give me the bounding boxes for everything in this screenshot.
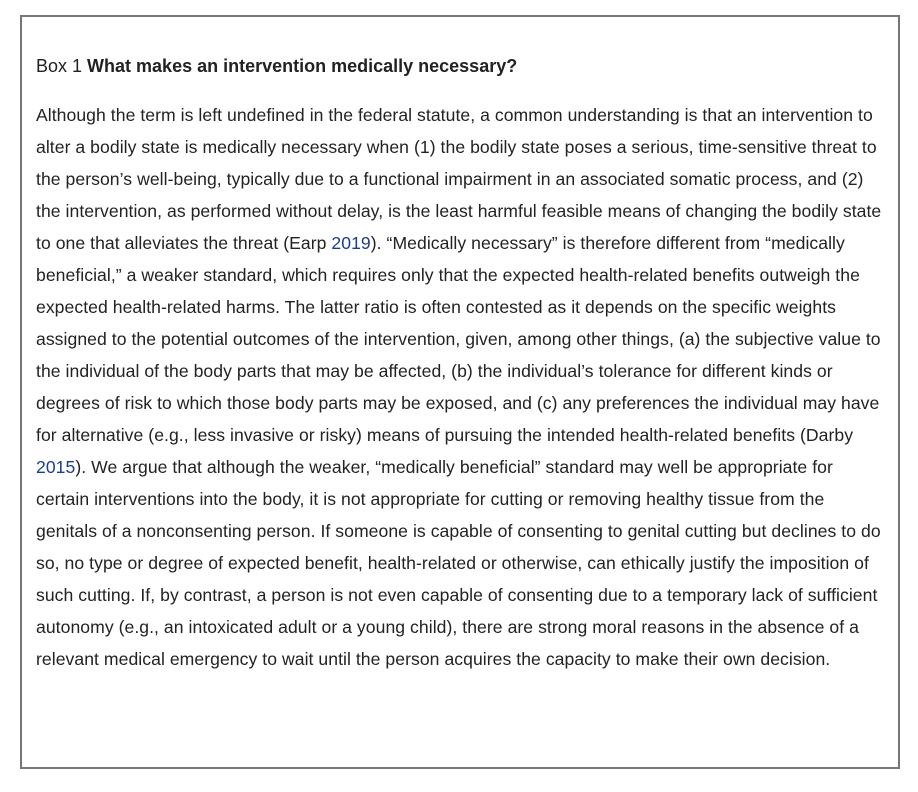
body-text-segment: ). “Medically necessary” is therefore different from “medically beneficial,” a weaker standard, which requires only that the expected health-related benefits outweigh the expected health-related harms. The latter ratio is often contested as it depends on the specific weights assigned to the potential outcomes of the intervention, given, among other things, (a) the subjective value to the individual of the body parts that may be affected, (b) the individual’s tolerance for different kinds or degrees of risk to which those body parts may be exposed, and (c) any preferences the individual may have for alternative (e.g., less invasive or risky) means of pursuing the intended health-related benefits (Darby <box>36 233 881 445</box>
citation-darby-2015-link[interactable]: 2015 <box>36 457 76 477</box>
body-text-segment: ). We argue that although the weaker, “medically beneficial” standard may well be appropriate for certain interventions into the body, it is not appropriate for cutting or removing healthy tissue from the genitals of a nonconsenting person. If someone is capable of consenting to genital cutting but declines to do so, no type or degree of expected benefit, health-related or otherwise, can ethically justify the imposition of such cutting. If, by contrast, a person is not even capable of consenting due to a temporary lack of sufficient autonomy (e.g., an intoxicated adult or a young child), there are strong moral reasons in the absence of a relevant medical emergency to wait until the person acquires the capacity to make their own decision. <box>36 457 881 669</box>
box-title <box>36 53 884 79</box>
citation-earp-2019-link[interactable]: 2019 <box>331 233 371 253</box>
box-body-text <box>36 99 884 675</box>
box-label: Box 1 <box>36 56 83 76</box>
body-text-segment: Although the term is left undefined in the federal statute, a common understanding is that an intervention to alter a bodily state is medically necessary when (1) the bodily state poses a serious, time-sensitive threat to the person’s well-being, typically due to a functional impairment in an associated somatic process, and (2) the intervention, as performed without delay, is the least harmful feasible means of changing the bodily state to one that alleviates the threat (Earp <box>36 105 882 253</box>
box-heading: What makes an intervention medically necessary? <box>87 56 518 76</box>
box-1-panel <box>20 15 900 769</box>
